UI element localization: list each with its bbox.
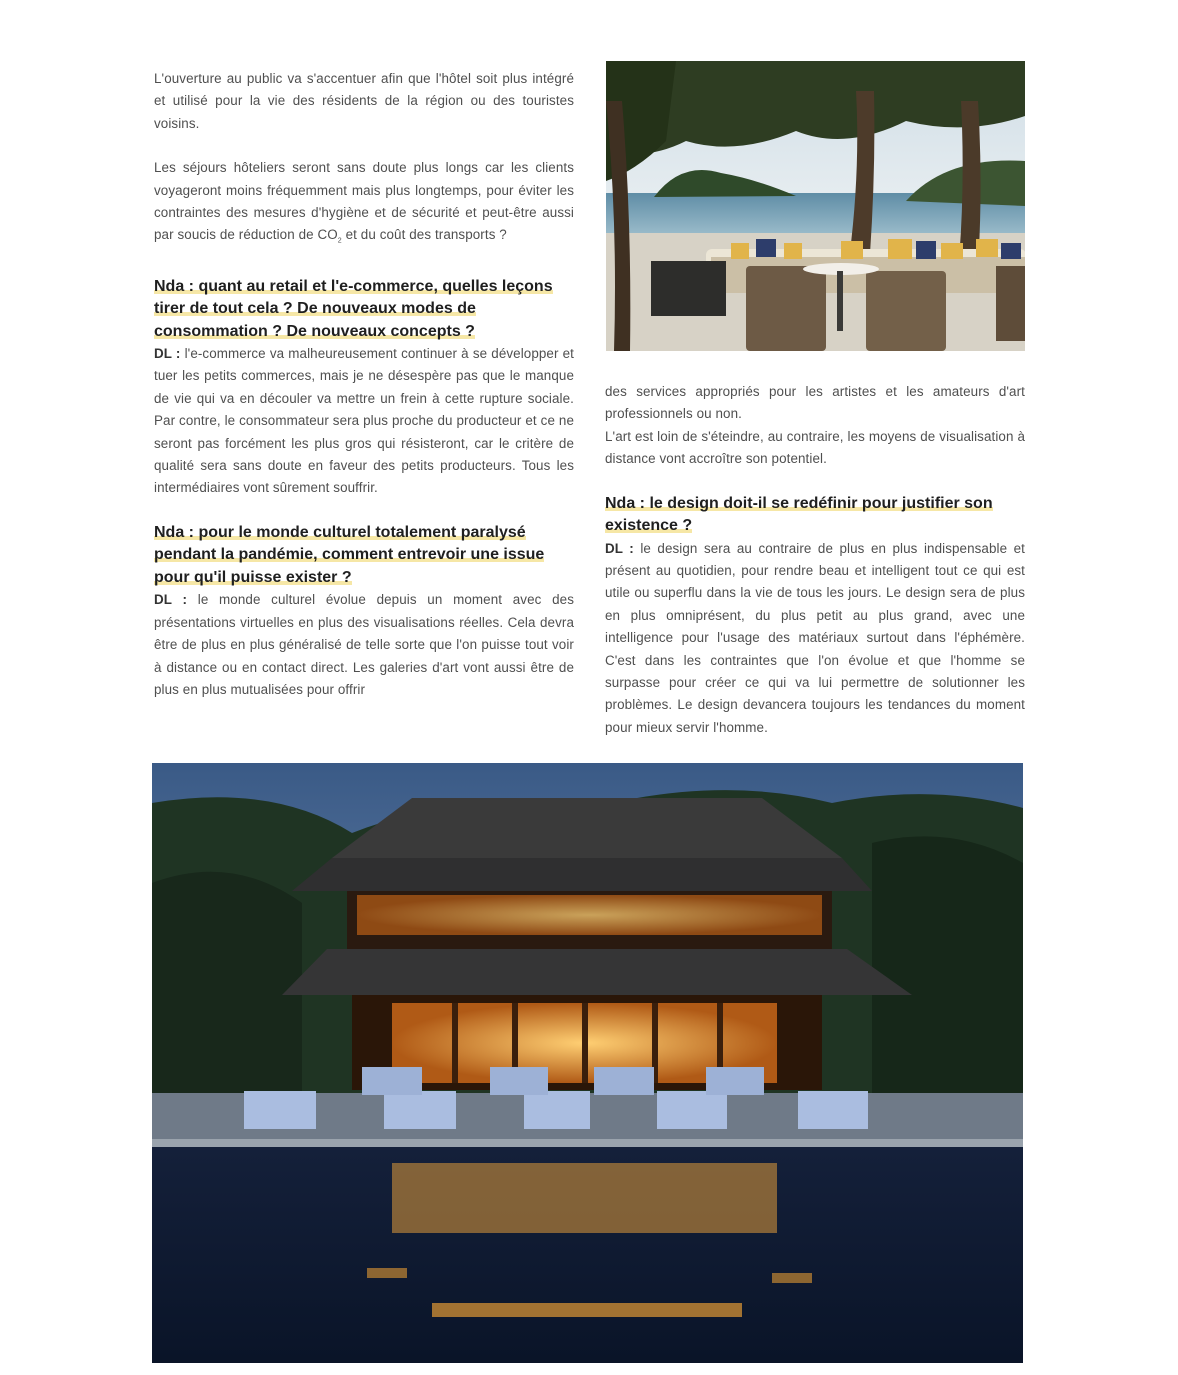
resort-restaurant-illustration [152,763,1023,1363]
answer-culture [154,589,574,701]
question-culture [154,522,574,590]
answer-retail-text: l'e-commerce va malheureusement continuer à se développer et tuer les petits commerces, mais je ne désespère pas que le manque de vie qui va en découler va mettre un frein à cette rupture sociale. Par contre, le consommateur sera plus proche du producteur et ce ne seront pas forcément les plus gros qui résisteront, car le critère de qualité sera sans doute en faveur des petits producteurs. Tous les intermédiaires vont sûrement souffrir. [154,346,575,496]
paragraph-hotel-stays-text: Les séjours hôteliers seront sans doute plus longs car les clients voyageront moins fréquemment mais plus longtemps, pour éviter les contraintes des mesures d'hygiène et de sécurité et peut-être aussi par soucis de réduction de CO [154,160,574,243]
answer-retail-label: DL : [154,346,181,362]
co2-subscript: 2 [337,238,342,246]
beach-lounge-illustration [606,61,1025,351]
question-retail [154,276,574,344]
answer-retail [154,343,574,500]
answer-culture-continued: des services appropriés pour les artistes et les amateurs d'art professionnels ou non. [605,384,1025,422]
question-retail-text: Nda : quant au retail et l'e-commerce, quelles leçons tirer de tout cela ? De nouveaux modes de consommation ? De nouveaux concepts ? [154,277,553,340]
paragraph-hotel-stays [154,157,574,253]
question-design [605,493,1025,538]
answer-culture-text: le monde culturel évolue depuis un moment avec des présentations virtuelles en plus des visualisations réelles. Cela devra être de plus en plus généralisé de telle sorte que l'on puisse tout voir à distance ou en contact direct. Les galeries d'art vont aussi être de plus en plus mutualisées pour offrir [154,592,574,697]
question-design-text: Nda : le design doit-il se redéfinir pour justifier son existence ? [605,494,993,535]
answer-design-text: le design sera au contraire de plus en plus indispensable et présent au quotidien, pour rendre beau et intelligent tout ce qui est utile ou superflu dans la vie de tous les jours. Le design sera de plus en plus omniprésent, du plus petit au plus grand, avec une intelligence pour l'usage des matériaux surtout dans l'éphémère. C'est dans les contraintes que l'on évolue et que l'homme se surpasse pour créer ce qui va lui permettre de solutionner les problèmes. Le design devancera toujours les tendances du moment pour mieux servir l'homme. [605,540,1025,735]
resort-restaurant-photo [152,763,1023,1363]
question-culture-text: Nda : pour le monde culturel totalement paralysé pendant la pandémie, comment entrevoir une issue pour qu'il puisse exister ? [154,523,545,586]
answer-culture-label: DL : [154,592,188,608]
answer-design [605,538,1025,740]
answer-design-label: DL : [605,540,634,556]
right-column [605,381,1025,739]
paragraph-hotel-opening: L'ouverture au public va s'accentuer afin que l'hôtel soit plus intégré et utilisé pour la vie des résidents de la région ou des touristes voisins. [154,71,574,131]
beach-lounge-photo [606,61,1025,351]
paragraph-hotel-stays-end: et du coût des transports ? [341,227,507,243]
answer-culture-last: L'art est loin de s'éteindre, au contraire, les moyens de visualisation à distance vont accroître son potentiel. [605,428,1025,467]
left-column [154,68,574,701]
